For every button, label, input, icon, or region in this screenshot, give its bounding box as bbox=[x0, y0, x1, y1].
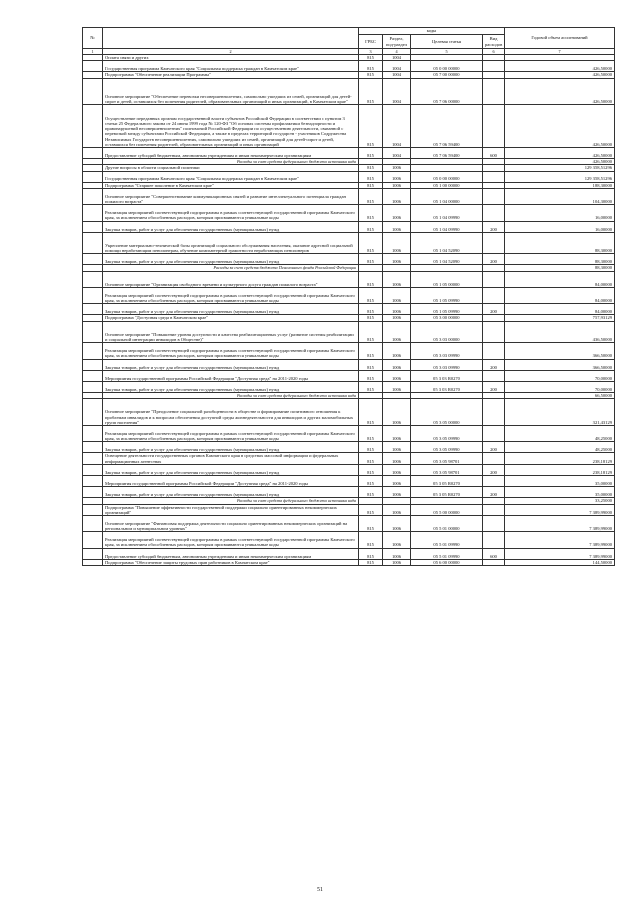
row-target-article: 05 7 00 00000 bbox=[411, 72, 483, 78]
row-section-code: 1006 bbox=[383, 504, 411, 516]
row-grbs-code: 815 bbox=[359, 464, 383, 475]
row-grbs-code: 815 bbox=[359, 516, 383, 532]
row-number bbox=[83, 343, 103, 359]
row-expense-type: 200 bbox=[483, 381, 505, 392]
table-row bbox=[83, 271, 615, 287]
row-target-article: 05 3 03 00000 bbox=[411, 321, 483, 343]
row-amount: 35,00000 bbox=[505, 476, 615, 487]
row-number bbox=[83, 453, 103, 465]
table-row bbox=[83, 343, 615, 359]
row-grbs-code: 815 bbox=[359, 254, 383, 265]
table-row bbox=[83, 453, 615, 465]
row-number bbox=[83, 476, 103, 487]
table-row bbox=[83, 559, 615, 565]
row-expense-type bbox=[483, 559, 505, 565]
table-row bbox=[83, 442, 615, 453]
row-grbs-code: 815 bbox=[359, 182, 383, 188]
row-expense-type bbox=[483, 271, 505, 287]
row-name: Государственная программа Камчатского края "Социальная поддержка граждан в Камчатском крае" bbox=[103, 171, 359, 182]
row-grbs-code: 815 bbox=[359, 165, 383, 171]
row-amount: 366,50000 bbox=[505, 359, 615, 370]
table-row bbox=[83, 188, 615, 204]
row-section-code: 1006 bbox=[383, 232, 411, 254]
row-section-code: 1006 bbox=[383, 399, 411, 426]
row-expense-type bbox=[483, 288, 505, 304]
table-row bbox=[83, 370, 615, 381]
row-section-code: 1006 bbox=[383, 453, 411, 465]
row-target-article: 05 3 05 R0270 bbox=[411, 476, 483, 487]
row-section-code: 1006 bbox=[383, 171, 411, 182]
row-section-code: 1006 bbox=[383, 359, 411, 370]
row-name: Реализация мероприятий соответствующей подпрограммы в рамках соответствующей государственной программы Камчатского края, за исключением обособленных расходов, которым присваиваются уникальные коды bbox=[103, 343, 359, 359]
row-section-code: 1006 bbox=[383, 559, 411, 565]
row-grbs-code: 815 bbox=[359, 271, 383, 287]
row-number bbox=[83, 188, 103, 204]
row-amount: 321,43129 bbox=[505, 399, 615, 426]
row-grbs-code: 815 bbox=[359, 148, 383, 159]
header-name bbox=[103, 28, 359, 49]
budget-table bbox=[82, 27, 615, 566]
page-number: 51 bbox=[317, 887, 323, 893]
row-target-article: 05 7 06 00000 bbox=[411, 78, 483, 105]
header-col-number: 5 bbox=[411, 49, 483, 55]
row-number bbox=[83, 321, 103, 343]
table-row bbox=[83, 426, 615, 442]
row-target-article: 05 3 03 09990 bbox=[411, 359, 483, 370]
row-name: Укрепление материально-технической базы организаций социального обслуживания населения, оказание адресной социальной помощи неработающим пенсионерам, обучение компьютерной грамотности неработающих пенсионеров bbox=[103, 232, 359, 254]
row-number bbox=[83, 359, 103, 370]
row-amount: 238,18129 bbox=[505, 464, 615, 475]
row-number bbox=[83, 516, 103, 532]
row-grbs-code: 815 bbox=[359, 504, 383, 516]
row-section-code: 1004 bbox=[383, 148, 411, 159]
header-col-number: 2 bbox=[103, 49, 359, 55]
row-amount: 7 389,99000 bbox=[505, 548, 615, 559]
row-section-code: 1006 bbox=[383, 321, 411, 343]
row-grbs-code: 815 bbox=[359, 426, 383, 442]
row-target-article: 05 6 00 00000 bbox=[411, 559, 483, 565]
row-target-article: 05 3 05 09990 bbox=[411, 442, 483, 453]
row-target-article: 05 0 00 00000 bbox=[411, 61, 483, 72]
row-expense-type bbox=[483, 343, 505, 359]
row-section-code: 1006 bbox=[383, 304, 411, 315]
row-target-article: 05 3 03 09990 bbox=[411, 343, 483, 359]
row-expense-type bbox=[483, 504, 505, 516]
row-amount: 48,25000 bbox=[505, 426, 615, 442]
row-number bbox=[83, 442, 103, 453]
row-amount: 84,00000 bbox=[505, 271, 615, 287]
header-col-number: 4 bbox=[383, 49, 411, 55]
row-name: Закупка товаров, работ и услуг для обеспечения государственных (муниципальных) нужд bbox=[103, 442, 359, 453]
row-expense-type bbox=[483, 370, 505, 381]
row-name: Основное мероприятие "Совершенствование коммуникационных связей и развитие интеллектуального потенциала граждан пожилого возраста" bbox=[103, 188, 359, 204]
row-grbs-code: 815 bbox=[359, 78, 383, 105]
row-expense-type: 200 bbox=[483, 221, 505, 232]
row-number bbox=[83, 288, 103, 304]
row-name: Основное мероприятие "Организация свободного времени и культурного досуга граждан пожилого возраста" bbox=[103, 271, 359, 287]
row-number bbox=[83, 370, 103, 381]
row-grbs-code: 815 bbox=[359, 188, 383, 204]
row-grbs-code: 815 bbox=[359, 55, 383, 61]
row-grbs-code: 815 bbox=[359, 559, 383, 565]
row-name: Основное мероприятие "Преодоление социальной разобщенности в обществе и формирование позитивного отношения к проблемам инвалидов и к вопросам обеспечения доступной среды жизнедеятельности для инвалидов и других маломобильных групп населения" bbox=[103, 399, 359, 426]
row-name: Подпрограмма "Повышение эффективности государственной поддержки социально ориентированных некоммерческих организаций" bbox=[103, 504, 359, 516]
row-target-article: 05 1 04 52090 bbox=[411, 232, 483, 254]
row-number bbox=[83, 232, 103, 254]
row-expense-type bbox=[483, 232, 505, 254]
table-row bbox=[83, 78, 615, 105]
row-grbs-code: 815 bbox=[359, 61, 383, 72]
row-grbs-code: 815 bbox=[359, 359, 383, 370]
row-grbs-code: 815 bbox=[359, 105, 383, 148]
row-target-article: 05 0 00 00000 bbox=[411, 171, 483, 182]
row-amount: 7 389,99000 bbox=[505, 532, 615, 548]
row-name: Подпрограмма "Старшее поколение в Камчатском крае" bbox=[103, 182, 359, 188]
row-expense-type: 600 bbox=[483, 148, 505, 159]
row-grbs-code: 815 bbox=[359, 476, 383, 487]
table-row bbox=[83, 532, 615, 548]
row-section-code: 1006 bbox=[383, 205, 411, 221]
row-expense-type bbox=[483, 426, 505, 442]
table-row bbox=[83, 504, 615, 516]
row-target-article: 05 3 03 R0270 bbox=[411, 381, 483, 392]
header-rz: Раздел, под-раздел bbox=[383, 35, 411, 49]
row-target-article: 05 5 00 00000 bbox=[411, 504, 483, 516]
row-section-code: 1006 bbox=[383, 548, 411, 559]
row-grbs-code: 815 bbox=[359, 304, 383, 315]
row-target-article: 05 1 04 09990 bbox=[411, 205, 483, 221]
row-name: Основное мероприятие "Повышение уровня доступности и качества реабилитационных услуг (развитие системы реабилитации и социальной интеграции инвалидов в Обществе)" bbox=[103, 321, 359, 343]
row-number bbox=[83, 254, 103, 265]
row-grbs-code: 815 bbox=[359, 487, 383, 498]
row-name: Закупка товаров, работ и услуг для обеспечения государственных (муниципальных) нужд bbox=[103, 254, 359, 265]
row-amount: 84,00000 bbox=[505, 304, 615, 315]
row-amount: 426,50000 bbox=[505, 148, 615, 159]
row-target-article: 05 7 06 59400 bbox=[411, 105, 483, 148]
row-section-code: 1006 bbox=[383, 188, 411, 204]
row-target-article: 05 5 01 00000 bbox=[411, 516, 483, 532]
table-row bbox=[83, 304, 615, 315]
row-grbs-code: 815 bbox=[359, 399, 383, 426]
row-name: Расходы за счет средств федерального бюджета источника вида bbox=[103, 159, 359, 165]
row-section-code: 1006 bbox=[383, 464, 411, 475]
row-expense-type bbox=[483, 476, 505, 487]
table-row bbox=[83, 476, 615, 487]
row-name: Подпрограмма "Доступная среда в Камчатском крае" bbox=[103, 315, 359, 321]
row-target-article: 05 7 06 59400 bbox=[411, 148, 483, 159]
table-row bbox=[83, 399, 615, 426]
row-expense-type bbox=[483, 321, 505, 343]
row-target-article: 05 3 00 00000 bbox=[411, 315, 483, 321]
row-name: Мероприятия государственной программы Российской Федерации "Доступная среда" на 2011-2020 годы bbox=[103, 370, 359, 381]
row-number bbox=[83, 381, 103, 392]
header-grbs: ГРБС bbox=[359, 35, 383, 49]
row-expense-type bbox=[483, 171, 505, 182]
row-name: Осуществление переданных органам государственной власти субъектов Российской Федерации в соответствии с пунктом 3 статьи 25 Федерального закона от 24 июня 1999 года № 120-ФЗ "Об основах системы профилактики безнадзорности и правонарушений несовершеннолетних" полномочий Российской Федерации по осуществлению деятельности, связанной с перевозкой между субъектами Российской Федерации, а также в пределах территорий государств - участников Содружества Независимых Государств несовершеннолетних, самовольно ушедших из семей, организаций для детей-сирот и детей, оставшихся без попечения родителей, образовательных организаций и иных организаций bbox=[103, 105, 359, 148]
table-row bbox=[83, 487, 615, 498]
row-section-code: 1006 bbox=[383, 315, 411, 321]
row-name: Закупка товаров, работ и услуг для обеспечения государственных (муниципальных) нужд bbox=[103, 381, 359, 392]
row-amount: 426,50000 bbox=[505, 105, 615, 148]
row-expense-type: 200 bbox=[483, 464, 505, 475]
row-number bbox=[83, 559, 103, 565]
row-number bbox=[83, 205, 103, 221]
table-row bbox=[83, 105, 615, 148]
row-target-article: 05 1 04 52090 bbox=[411, 254, 483, 265]
row-section-code: 1006 bbox=[383, 426, 411, 442]
row-name: Предоставление субсидий бюджетным, автономным учреждениям и иным некоммерческим организациям bbox=[103, 148, 359, 159]
table-row bbox=[83, 205, 615, 221]
row-target-article: 05 1 05 00000 bbox=[411, 271, 483, 287]
row-name: Реализация мероприятий соответствующей подпрограммы в рамках соответствующей государственной программы Камчатского края, за исключением обособленных расходов, которым присваиваются уникальные коды bbox=[103, 205, 359, 221]
row-name: Закупка товаров, работ и услуг для обеспечения государственных (муниципальных) нужд bbox=[103, 464, 359, 475]
row-number bbox=[83, 304, 103, 315]
row-amount: 426,50000 bbox=[505, 78, 615, 105]
row-grbs-code: 815 bbox=[359, 343, 383, 359]
table-row bbox=[83, 61, 615, 72]
row-amount: 426,50000 bbox=[505, 61, 615, 72]
row-grbs-code: 815 bbox=[359, 171, 383, 182]
row-amount: 104,30000 bbox=[505, 188, 615, 204]
row-number bbox=[83, 221, 103, 232]
row-section-code: 1006 bbox=[383, 182, 411, 188]
row-number bbox=[83, 271, 103, 287]
row-grbs-code: 815 bbox=[359, 205, 383, 221]
row-number bbox=[83, 148, 103, 159]
row-section-code: 1004 bbox=[383, 78, 411, 105]
row-name: Реализация мероприятий соответствующей подпрограммы в рамках соответствующей государственной программы Камчатского края, за исключением обособленных расходов, которым присваиваются уникальные коды bbox=[103, 532, 359, 548]
row-grbs-code: 815 bbox=[359, 321, 383, 343]
row-section-code: 1006 bbox=[383, 442, 411, 453]
row-expense-type: 200 bbox=[483, 487, 505, 498]
row-expense-type: 600 bbox=[483, 548, 505, 559]
row-number bbox=[83, 171, 103, 182]
table-row bbox=[83, 148, 615, 159]
row-section-code: 1006 bbox=[383, 165, 411, 171]
row-grbs-code: 815 bbox=[359, 548, 383, 559]
row-amount: 757,93129 bbox=[505, 315, 615, 321]
row-section-code: 1006 bbox=[383, 370, 411, 381]
table-row bbox=[83, 321, 615, 343]
row-expense-type bbox=[483, 399, 505, 426]
row-grbs-code: 815 bbox=[359, 288, 383, 304]
row-name: Другие вопросы в области социальной политики bbox=[103, 165, 359, 171]
row-amount: 88,30000 bbox=[505, 232, 615, 254]
row-expense-type bbox=[483, 61, 505, 72]
table-row bbox=[83, 232, 615, 254]
row-amount: 88,30000 bbox=[505, 265, 615, 271]
table-row bbox=[83, 516, 615, 532]
row-amount: 366,50000 bbox=[505, 343, 615, 359]
row-expense-type: 200 bbox=[483, 359, 505, 370]
row-target-article: 05 3 05 09990 bbox=[411, 426, 483, 442]
row-section-code: 1004 bbox=[383, 61, 411, 72]
row-grbs-code: 815 bbox=[359, 370, 383, 381]
row-section-code: 1006 bbox=[383, 516, 411, 532]
row-name: Расходы за счет средств федерального бюджета источника вида bbox=[103, 498, 359, 504]
row-amount: 238,18129 bbox=[505, 453, 615, 465]
header-col-number: 1 bbox=[83, 49, 103, 55]
row-name: Реализация мероприятий соответствующей подпрограммы в рамках соответствующей государственной программы Камчатского края, за исключением обособленных расходов, которым присваиваются уникальные коды bbox=[103, 426, 359, 442]
header-num: № bbox=[83, 28, 103, 49]
row-target-article: 05 1 05 09990 bbox=[411, 288, 483, 304]
row-target-article: 05 1 00 00000 bbox=[411, 182, 483, 188]
row-grbs-code: 815 bbox=[359, 442, 383, 453]
table-header bbox=[83, 28, 615, 55]
row-name: Расходы за счет средств бюджета Пенсионного фонда Российской Федерации bbox=[103, 265, 359, 271]
row-target-article: 05 1 04 09990 bbox=[411, 221, 483, 232]
row-amount: 88,30000 bbox=[505, 254, 615, 265]
row-section-code: 1006 bbox=[383, 221, 411, 232]
row-amount: 70,00000 bbox=[505, 381, 615, 392]
row-grbs-code: 815 bbox=[359, 381, 383, 392]
row-grbs-code: 815 bbox=[359, 232, 383, 254]
row-amount: 84,00000 bbox=[505, 288, 615, 304]
row-amount: 436,50000 bbox=[505, 321, 615, 343]
row-name: Подпрограмма "Обеспечение защиты трудовых прав работников в Камчатском крае" bbox=[103, 559, 359, 565]
row-amount: 188,30000 bbox=[505, 182, 615, 188]
row-amount: 426,50000 bbox=[505, 72, 615, 78]
row-name: Реализация мероприятий соответствующей подпрограммы в рамках соответствующей государственной программы Камчатского края, за исключением обособленных расходов, которым присваиваются уникальные коды bbox=[103, 288, 359, 304]
row-name: Предоставление субсидий бюджетным, автономным учреждениям и иным некоммерческим организациям bbox=[103, 548, 359, 559]
row-target-article: 05 5 01 09990 bbox=[411, 548, 483, 559]
row-name: Мероприятия государственной программы Российской Федерации "Доступная среда" на 2011-2020 годы bbox=[103, 476, 359, 487]
row-grbs-code: 815 bbox=[359, 532, 383, 548]
row-amount: 129 358,51296 bbox=[505, 165, 615, 171]
row-section-code: 1006 bbox=[383, 343, 411, 359]
table-body bbox=[83, 55, 615, 566]
header-codes: коды bbox=[359, 28, 505, 35]
row-expense-type bbox=[483, 188, 505, 204]
row-amount: 33,25000 bbox=[505, 498, 615, 504]
row-number bbox=[83, 78, 103, 105]
row-amount: 426,50000 bbox=[505, 159, 615, 165]
row-name: Освещение деятельности государственных органов Камчатского края в средствах массовой информации и федеральных информационных агентствах bbox=[103, 453, 359, 465]
row-grbs-code: 815 bbox=[359, 315, 383, 321]
header-cs: Целевая статья bbox=[411, 35, 483, 49]
row-section-code: 1006 bbox=[383, 487, 411, 498]
table-row bbox=[83, 288, 615, 304]
row-amount: 16,00000 bbox=[505, 205, 615, 221]
row-section-code: 1006 bbox=[383, 254, 411, 265]
header-col-number: 7 bbox=[505, 49, 615, 55]
row-expense-type bbox=[483, 105, 505, 148]
row-amount: 7 389,99000 bbox=[505, 504, 615, 516]
row-name: Основное мероприятие "Финансовая поддержка деятельности социально ориентированных некоммерческих организаций на региональном и муниципальном уровнях" bbox=[103, 516, 359, 532]
row-name: Основное мероприятие "Обеспечение перевозки несовершеннолетних, самовольно ушедших из семей, организаций для детей-сирот и детей, оставшихся без попечения родителей, образовательных организаций и иных организаций, в Камчатском крае" bbox=[103, 78, 359, 105]
row-target-article: 05 3 05 R0270 bbox=[411, 487, 483, 498]
row-number bbox=[83, 105, 103, 148]
row-name: Закупка товаров, работ и услуг для обеспечения государственных (муниципальных) нужд bbox=[103, 304, 359, 315]
table-row bbox=[83, 381, 615, 392]
table-row bbox=[83, 359, 615, 370]
row-name: Государственная программа Камчатского края "Социальная поддержка граждан в Камчатском крае" bbox=[103, 61, 359, 72]
table-row bbox=[83, 171, 615, 182]
row-section-code: 1004 bbox=[383, 72, 411, 78]
row-section-code: 1006 bbox=[383, 271, 411, 287]
row-amount: 35,00000 bbox=[505, 487, 615, 498]
row-amount: 7 389,99000 bbox=[505, 516, 615, 532]
row-amount: 144,50000 bbox=[505, 559, 615, 565]
row-section-code: 1004 bbox=[383, 55, 411, 61]
table-row bbox=[83, 548, 615, 559]
row-number bbox=[83, 548, 103, 559]
row-expense-type bbox=[483, 516, 505, 532]
row-amount: 70,00000 bbox=[505, 370, 615, 381]
row-section-code: 1006 bbox=[383, 381, 411, 392]
row-name: Оплата связи и других bbox=[103, 55, 359, 61]
row-target-article: 05 3 03 R0270 bbox=[411, 370, 483, 381]
row-amount: 48,25000 bbox=[505, 442, 615, 453]
header-sum: Годовой объем ассигнований bbox=[505, 28, 615, 49]
row-name: Закупка товаров, работ и услуг для обеспечения государственных (муниципальных) нужд bbox=[103, 359, 359, 370]
header-col-number: 3 bbox=[359, 49, 383, 55]
header-vr: Вид расходов bbox=[483, 35, 505, 49]
row-target-article: 05 3 05 98701 bbox=[411, 453, 483, 465]
row-grbs-code: 815 bbox=[359, 221, 383, 232]
row-name: Расходы за счет средств федерального бюджета источника вида bbox=[103, 392, 359, 398]
row-expense-type bbox=[483, 532, 505, 548]
row-expense-type: 200 bbox=[483, 442, 505, 453]
header-col-number: 6 bbox=[483, 49, 505, 55]
row-grbs-code: 815 bbox=[359, 72, 383, 78]
row-target-article: 05 1 04 00000 bbox=[411, 188, 483, 204]
row-amount: 66,50000 bbox=[505, 392, 615, 398]
table-row bbox=[83, 221, 615, 232]
table-row bbox=[83, 254, 615, 265]
row-section-code: 1006 bbox=[383, 476, 411, 487]
row-number bbox=[83, 464, 103, 475]
row-number bbox=[83, 426, 103, 442]
row-section-code: 1006 bbox=[383, 532, 411, 548]
row-number bbox=[83, 504, 103, 516]
row-section-code: 1006 bbox=[383, 288, 411, 304]
table-row bbox=[83, 464, 615, 475]
row-amount: 129 358,51296 bbox=[505, 171, 615, 182]
row-grbs-code: 815 bbox=[359, 453, 383, 465]
row-target-article: 05 1 05 09990 bbox=[411, 304, 483, 315]
row-name: Закупка товаров, работ и услуг для обеспечения государственных (муниципальных) нужд bbox=[103, 487, 359, 498]
row-number bbox=[83, 399, 103, 426]
row-expense-type bbox=[483, 78, 505, 105]
row-expense-type bbox=[483, 205, 505, 221]
row-target-article: 05 5 01 09990 bbox=[411, 532, 483, 548]
row-expense-type: 200 bbox=[483, 304, 505, 315]
row-amount: 16,00000 bbox=[505, 221, 615, 232]
row-number bbox=[83, 487, 103, 498]
row-name: Закупка товаров, работ и услуг для обеспечения государственных (муниципальных) нужд bbox=[103, 221, 359, 232]
row-name: Подпрограмма "Обеспечение реализации Программы" bbox=[103, 72, 359, 78]
row-number bbox=[83, 61, 103, 72]
row-target-article: 05 3 05 00000 bbox=[411, 399, 483, 426]
row-number bbox=[83, 532, 103, 548]
row-expense-type bbox=[483, 453, 505, 465]
row-expense-type: 200 bbox=[483, 254, 505, 265]
row-target-article: 05 3 05 98701 bbox=[411, 464, 483, 475]
row-section-code: 1004 bbox=[383, 105, 411, 148]
